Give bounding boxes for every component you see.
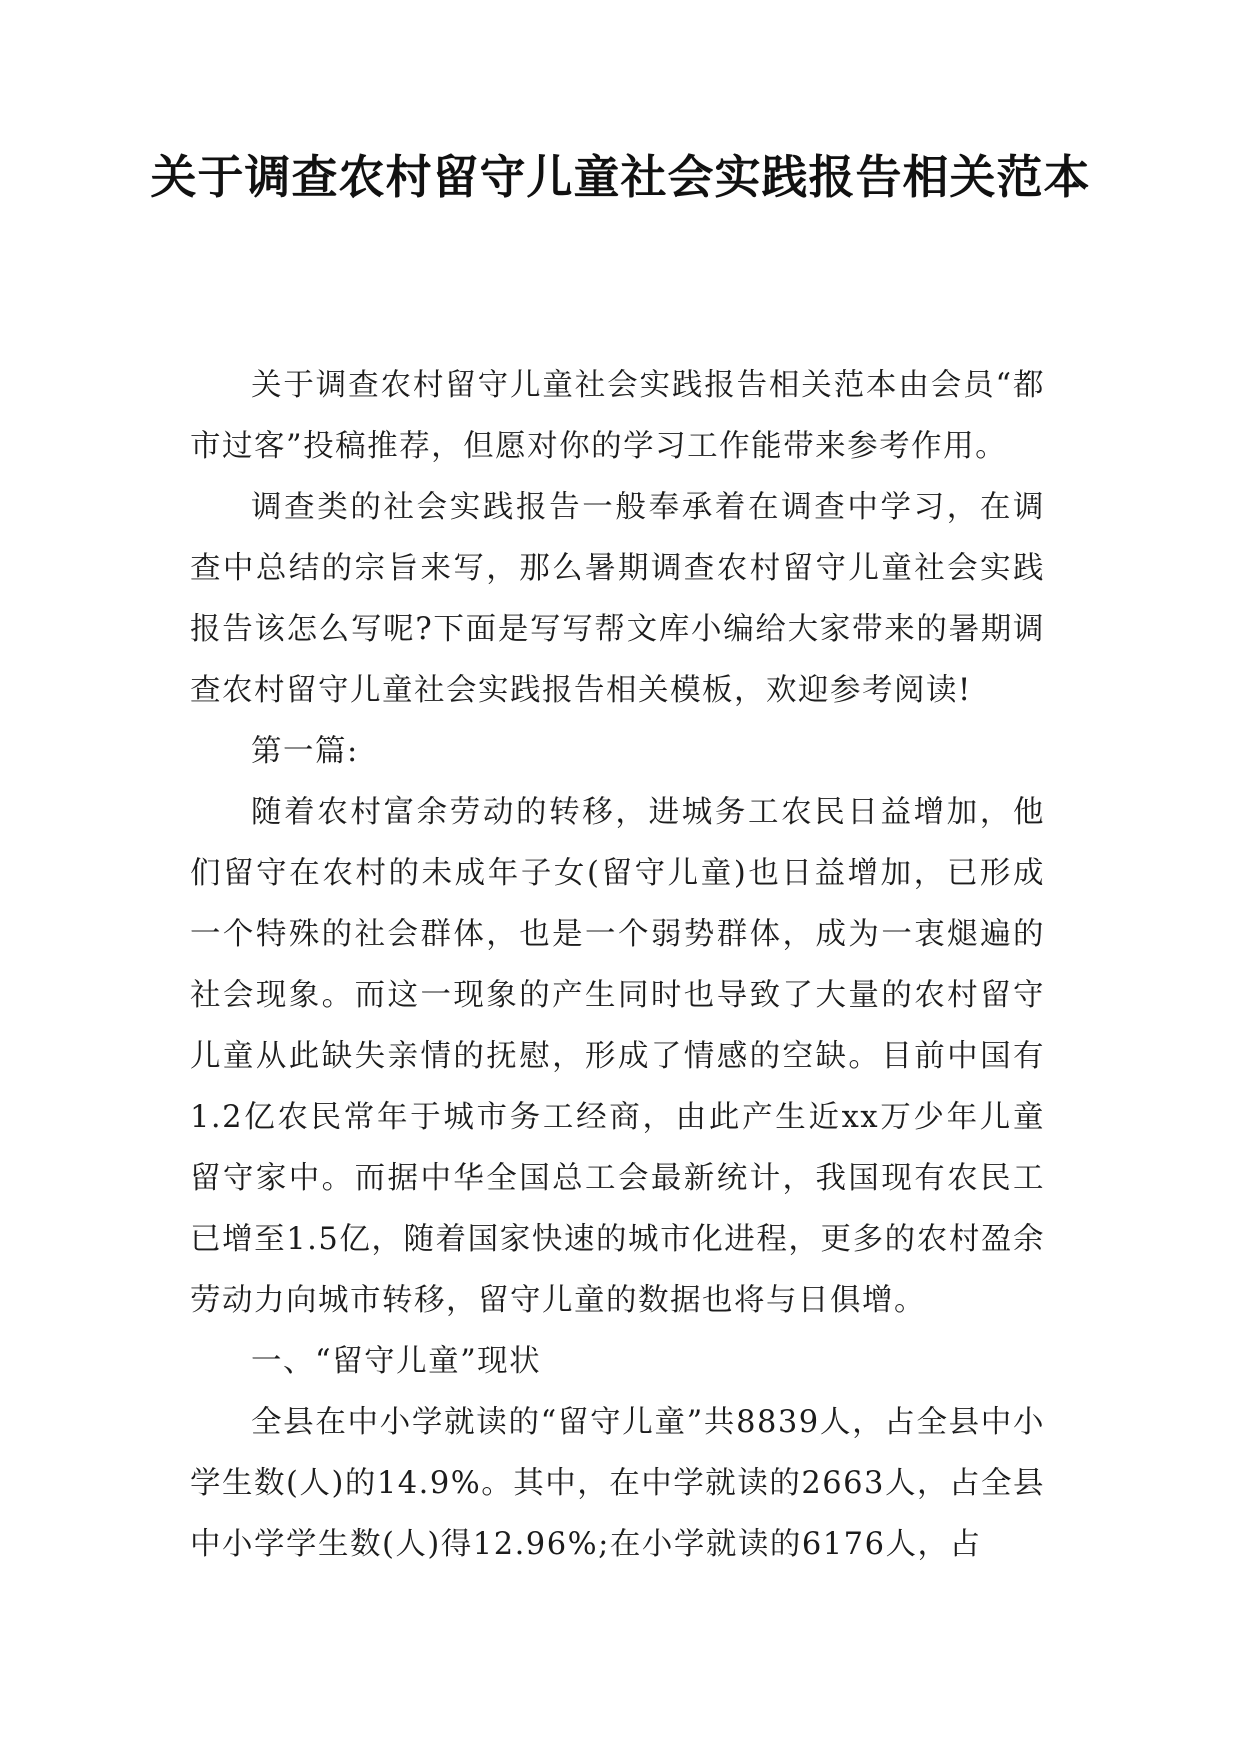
section-label-first: 第一篇: [251,734,359,769]
paragraph-background: 调查类的社会实践报告一般奉承着在调查中学习，在调查中总结的宗旨来写，那么暑期调查农村留守儿童社会实践报告该怎么写呢?下面是写写帮文库小编给大家带来的暑期调查农村留守儿童社会实践报告相关模板，欢迎参考阅读! [190,490,1045,708]
paragraph-main: 随着农村富余劳动的转移，进城务工农民日益增加，他们留守在农村的未成年子女(留守儿童)也日益增加，已形成一个特殊的社会群体，也是一个弱势群体，成为一衷煺遍的社会现象。而这一现象的产生同时也导致了大量的农村留守儿童从此缺失亲情的抚慰，形成了情感的空缺。目前中国有1.2亿农民常年于城市务工经商，由此产生近xx万少年儿童留守家中。而据中华全国总工会最新统计，我国现有农民工已增至1.5亿，随着国家快速的城市化进程，更多的农村盈余劳动力向城市转移，留守儿童的数据也将与日俱增。 [190,795,1045,1318]
document-body [190,355,1045,1575]
document-title: 关于调查农村留守儿童社会实践报告相关范本 [150,150,1091,204]
paragraph-statistics: 全县在中小学就读的“留守儿童”共8839人，占全县中小学生数(人)的14.9%。其中，在中学就读的2663人，占全县中小学学生数(人)得12.96%;在小学就读的6176人，占 [190,1405,1045,1562]
section-heading-status: 一、“留守儿童”现状 [251,1344,542,1379]
paragraph-intro: 关于调查农村留守儿童社会实践报告相关范本由会员“都市过客”投稿推荐，但愿对你的学习工作能带来参考作用。 [190,368,1045,464]
